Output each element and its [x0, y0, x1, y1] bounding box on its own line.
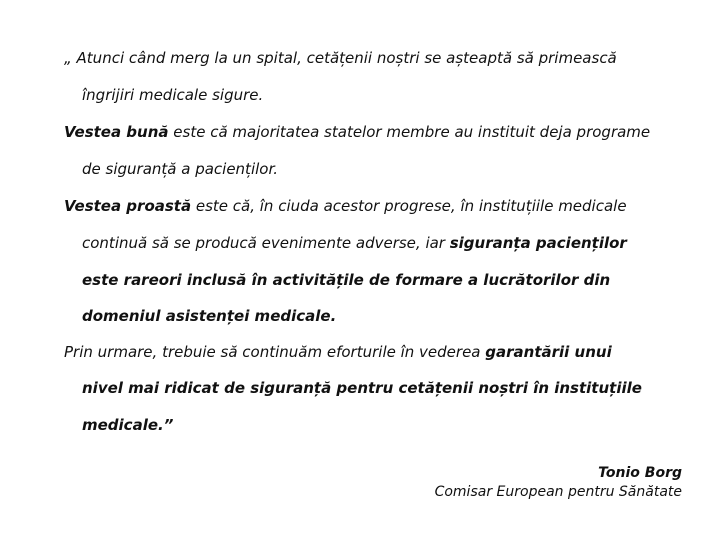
quote-text: îngrijiri medicale sigure.: [82, 86, 264, 104]
quote-emphasis: Vestea bună: [64, 123, 169, 141]
quote-line-5: [64, 196, 627, 216]
signature-title: Comisar European pentru Sănătate: [434, 484, 682, 500]
quote-line-2: [82, 85, 263, 105]
quote-line-9: [64, 342, 612, 362]
quote-text: este că majoritatea statelor membre au instituit deja programe: [168, 123, 651, 141]
quote-line-11: [82, 415, 173, 435]
quote-line-1: [64, 48, 617, 68]
quote-text: este că, în ciuda acestor progrese, în instituțiile medicale: [191, 197, 627, 215]
quote-emphasis: este rareori inclusă în activitățile de formare a lucrătorilor din: [82, 271, 611, 289]
signature-name: Tonio Borg: [598, 465, 682, 481]
quote-emphasis: siguranța pacienților: [449, 234, 627, 252]
quote-text: „ Atunci când merg la un spital, cetățenii noștri se așteaptă să primească: [64, 49, 617, 67]
quote-text: continuă să se producă evenimente adverse, iar: [82, 234, 450, 252]
quote-line-7: [82, 270, 610, 290]
quote-line-8: [82, 306, 336, 326]
quote-line-3: [64, 122, 650, 142]
quote-emphasis: Vestea proastă: [64, 197, 192, 215]
quote-emphasis: garantării unui: [485, 343, 612, 361]
quote-emphasis: nivel mai ridicat de siguranță pentru cetățenii noștri în instituțiile: [82, 379, 642, 397]
quote-line-6: [82, 233, 627, 253]
quote-emphasis: domeniul asistenței medicale.: [82, 307, 337, 325]
quote-emphasis: medicale.”: [82, 416, 174, 434]
quote-text: Prin urmare, trebuie să continuăm eforturile în vederea: [64, 343, 486, 361]
quote-text: de siguranță a pacienților.: [82, 160, 279, 178]
quote-line-4: [82, 159, 278, 179]
quote-line-10: [82, 378, 642, 398]
